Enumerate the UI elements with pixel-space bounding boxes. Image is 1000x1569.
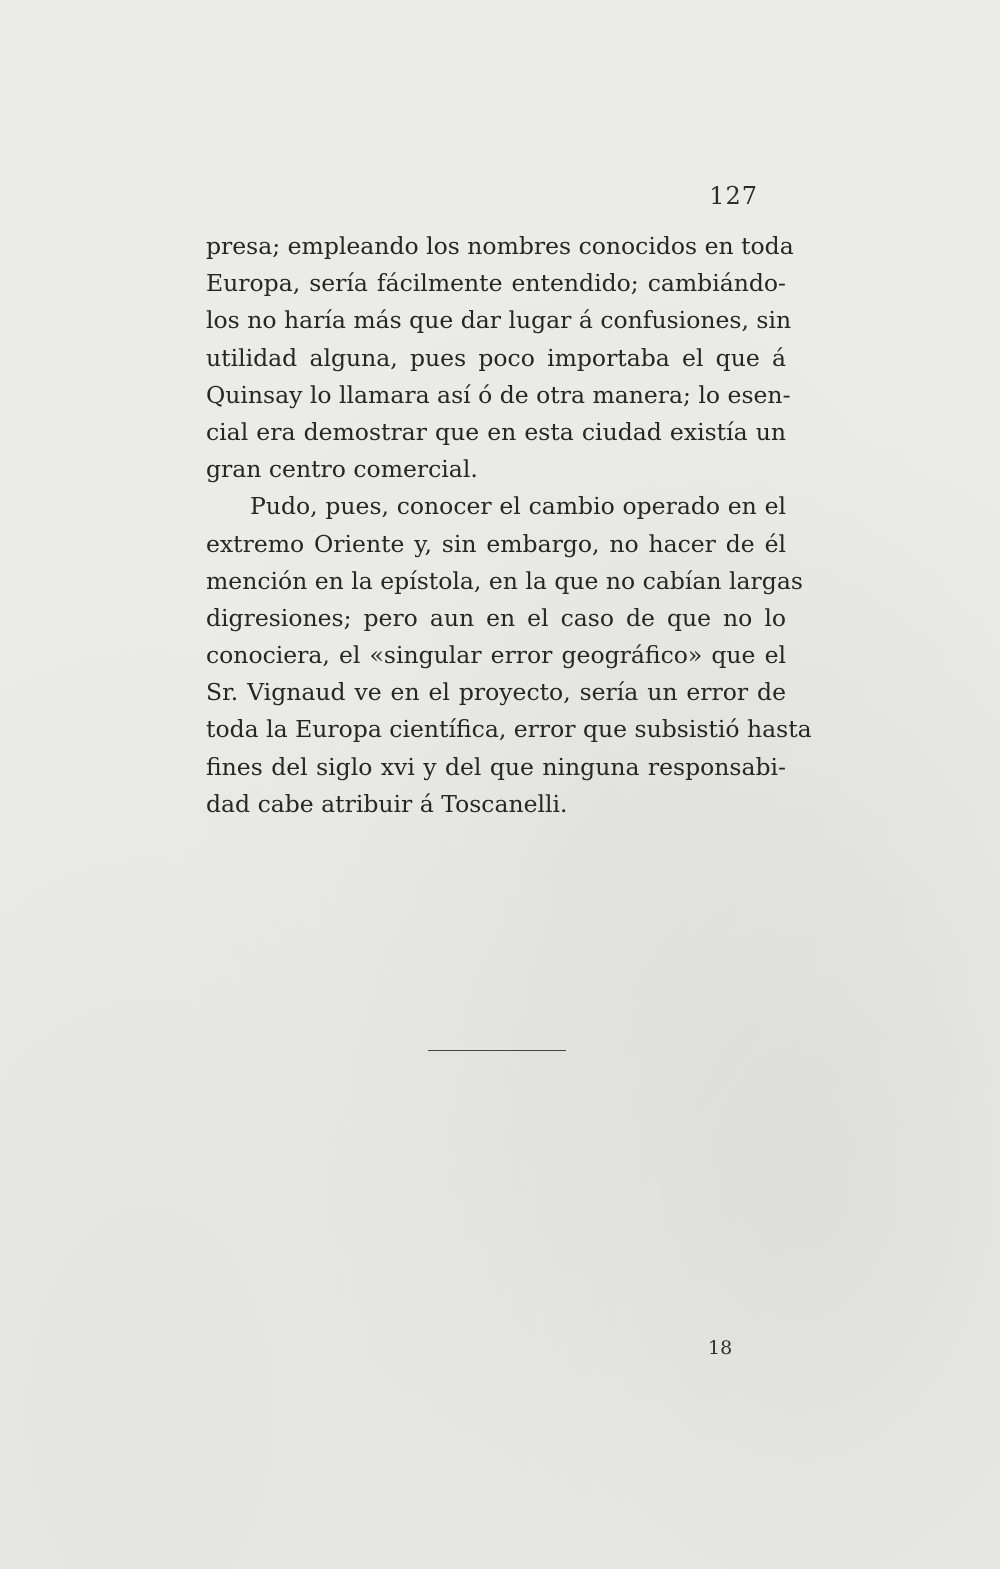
text-line: digresiones; pero aun en el caso de que no lo xyxy=(206,603,786,632)
text-line: Europa, sería fácilmente entendido; cambiándo- xyxy=(206,269,786,298)
text-line: cial era demostrar que en esta ciudad existía un xyxy=(206,417,786,446)
paragraph-2 xyxy=(206,488,812,823)
text-line: conociera, el «singular error geográfico» que el xyxy=(206,641,786,670)
text-line: Sr. Vignaud ve en el proyecto, sería un error de xyxy=(206,678,786,707)
text-line: utilidad alguna, pues poco importaba el que á xyxy=(206,343,786,372)
text-line: extremo Oriente y, sin embargo, no hacer de él xyxy=(206,529,786,558)
text-line: toda la Europa científica, error que subsistió hasta xyxy=(206,715,812,744)
text-line: Pudo, pues, conocer el cambio operado en el xyxy=(250,492,786,521)
page-number: 127 xyxy=(709,182,758,210)
paragraph-1 xyxy=(206,228,794,488)
text-line: dad cabe atribuir á Toscanelli. xyxy=(206,789,568,818)
text-line: presa; empleando los nombres conocidos en toda xyxy=(206,232,794,260)
section-divider xyxy=(428,1050,566,1051)
text-line: los no haría más que dar lugar á confusiones, sin xyxy=(206,306,792,335)
text-line: Quinsay lo llamara así ó de otra manera; lo esen- xyxy=(206,380,791,409)
printer-signature-mark: 18 xyxy=(708,1337,733,1359)
text-line: fines del siglo xvi y del que ninguna responsabi- xyxy=(206,752,786,781)
text-line: gran centro comercial. xyxy=(206,455,478,484)
body-text xyxy=(206,228,812,823)
text-line: mención en la epístola, en la que no cabían largas xyxy=(206,566,803,595)
